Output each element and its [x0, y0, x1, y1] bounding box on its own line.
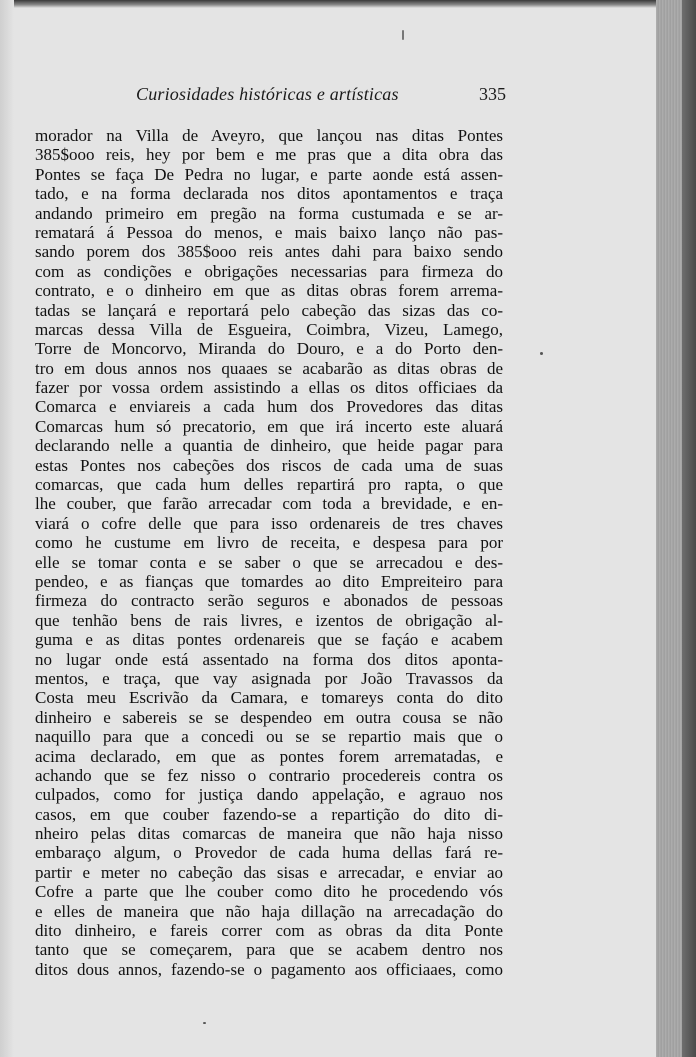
text-line: Cofre a parte que lhe couber como dito he procedendo vós [35, 882, 503, 902]
text-line: lhe couber, que farão arrecadar com toda a brevidade, e en- [35, 494, 503, 514]
binding-shadow [0, 0, 14, 1057]
text-line: Torre de Moncorvo, Miranda do Douro, e a do Porto den- [35, 339, 503, 359]
text-line: tadas se lançará e reportará pelo cabeção das sizas das co- [35, 300, 503, 320]
text-line: tro em dous annos nos quaaes se acabarão as ditas obras de [35, 358, 503, 378]
text-line: dito dinheiro, e fareis correr com as obras da dita Ponte [35, 921, 503, 941]
body-text [35, 126, 503, 979]
text-line: Comarca e enviareis a cada hum dos Provedores das ditas [35, 397, 503, 417]
text-line: Pontes se faça De Pedra no lugar, e parte aonde está assen- [35, 164, 503, 184]
text-line: mentos, e traça, que vay asignada por João Travassos da [35, 668, 503, 688]
text-line: pendeo, e as fianças que tomardes ao dito Empreiteiro para [35, 571, 503, 591]
text-line: e elles de maneira que não haja dillação na arrecadação do [35, 901, 503, 921]
text-line: embaraço algum, o Provedor de cada huma dellas fará re- [35, 843, 503, 863]
text-line: fazer por vossa ordem assistindo a ellas os ditos officiaes da [35, 378, 503, 398]
text-line: guma e as ditas pontes ordenareis que se façáo e acabem [35, 630, 503, 650]
text-line: declarando nelle a quantia de dinheiro, que heide pagar para [35, 436, 503, 456]
text-line: Comarcas hum só precatorio, em que irá incerto este aluará [35, 416, 503, 436]
page-stack-shadow [682, 0, 696, 1057]
text-line: como he custume em livro de receita, e despesa para por [35, 533, 503, 553]
text-line: dinheiro e sabereis se se despendeo em outra cousa se não [35, 707, 503, 727]
text-line: partir e meter no cabeção das sisas e arrecadar, e enviar ao [35, 862, 503, 882]
text-line: viará o cofre delle que para isso ordenareis de tres chaves [35, 513, 503, 533]
text-line: Costa meu Escrivão da Camara, e tomareys conta do dito [35, 688, 503, 708]
text-line: no lugar onde está assentado na forma dos ditos aponta- [35, 649, 503, 669]
running-title: Curiosidades históricas e artísticas [136, 84, 399, 104]
page-top-edge [0, 0, 696, 8]
text-line: tado, e na forma declarada nos ditos apontamentos e traça [35, 184, 503, 204]
text-line: rematará á Pessoa do menos, e mais baixo lanço não pas- [35, 222, 503, 242]
text-line: 385$ooo reis, hey por bem e me pras que a dita obra das [35, 145, 503, 165]
running-header [34, 84, 506, 112]
text-line: elle se tomar conta e se saber o que se arrecadou e des- [35, 552, 503, 572]
text-line: marcas dessa Villa de Esgueira, Coimbra, Vizeu, Lamego, [35, 319, 503, 339]
text-line: tanto que se começarem, para que se acabem dentro nos [35, 940, 503, 960]
paper-speck [203, 1022, 206, 1024]
text-line: nheiro pelas ditas comarcas de maneira que não haja nisso [35, 824, 503, 844]
text-line: comarcas, que cada hum delles repartirá pro rapta, o que [35, 475, 503, 495]
text-line: que tenhão bens de rais livres, e izentos de obrigação al- [35, 610, 503, 630]
text-line: achando que se fez nisso o contrario procedereis contra os [35, 765, 503, 785]
paper-speck [540, 352, 543, 355]
text-line: com as condições e obrigações necessarias para firmeza do [35, 261, 503, 281]
text-line: contrato, e o dinheiro em que as ditas obras forem arrema- [35, 281, 503, 301]
text-line: morador na Villa de Aveyro, que lançou nas ditas Pontes [35, 126, 503, 145]
text-line: andando primeiro em pregão na forma custumada e se ar- [35, 203, 503, 223]
text-line: casos, em que couber fazendo-se a repartição do dito di- [35, 804, 503, 824]
text-line: estas Pontes nos cabeções dos riscos de cada uma de suas [35, 455, 503, 475]
page-number: 335 [479, 84, 506, 104]
paper-speck [402, 30, 404, 40]
text-line: culpados, como for justiça dando appelação, e agrauo nos [35, 785, 503, 805]
text-line: acima declarado, em que as pontes forem arrematadas, e [35, 746, 503, 766]
text-line: firmeza do contracto serão seguros e abonados de pessoas [35, 591, 503, 611]
text-line: ditos dous annos, fazendo-se o pagamento aos officiaaes, como [35, 959, 503, 979]
text-line: naquillo para que a concedi ou se se repartio mais que o [35, 727, 503, 747]
text-line: sando porem dos 385$ooo reis antes dahi para baixo sendo [35, 242, 503, 262]
